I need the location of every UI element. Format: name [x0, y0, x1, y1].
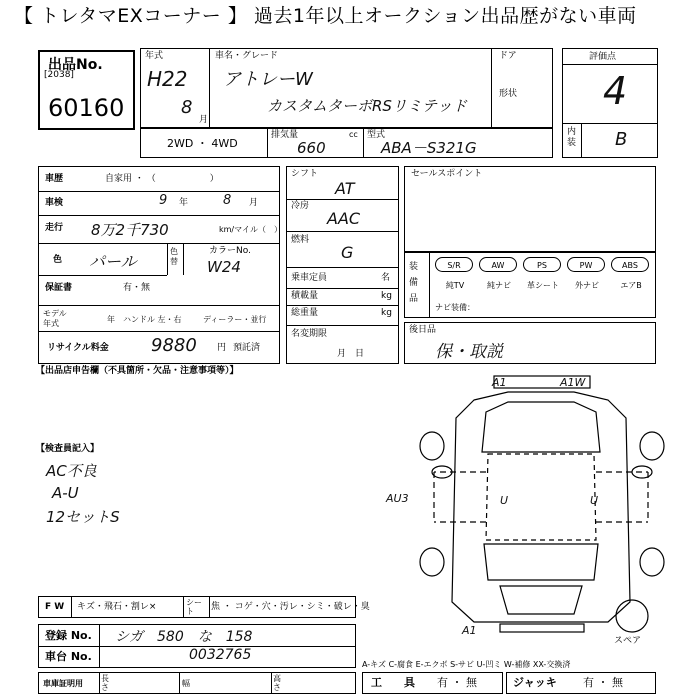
capacity-unit: 名 — [381, 273, 391, 283]
weight-label: 総重量 — [291, 308, 319, 318]
interior-value: B — [615, 129, 628, 150]
lot-number: 60160 — [48, 94, 125, 122]
damage-mark: A1W — [560, 376, 586, 389]
jack-value: 有 ・ 無 — [583, 676, 623, 689]
color-label: 色 — [53, 255, 63, 265]
inspector-note: AC不良 — [46, 462, 97, 480]
recycle-note: 預託済 — [233, 343, 261, 353]
sales-points-box — [404, 166, 656, 252]
damage-mark: A1 — [462, 624, 477, 637]
sales-points-label: セールスポイント — [411, 169, 483, 179]
inspection-year-unit: 年 — [179, 198, 189, 208]
reg-value: シガ 580 な 158 — [115, 629, 253, 645]
month-value: 8 — [181, 97, 193, 118]
specs-box — [286, 166, 399, 364]
inspection-label: 車検 — [45, 198, 64, 208]
equipment-item: S/R — [435, 257, 473, 272]
recycle-value: 9880 — [151, 335, 197, 356]
cert-label: 車庫証明用 — [43, 679, 83, 688]
equipment-item: PS — [523, 257, 561, 272]
score-label: 評価点 — [589, 52, 617, 62]
month-unit: 月 — [199, 115, 209, 125]
inspector-note: A-U — [52, 484, 79, 502]
equipment-label: 装備品 — [409, 262, 419, 304]
warranty-value: 有・無 — [123, 283, 151, 293]
mileage-label: 走行 — [45, 223, 64, 233]
inspection-month: 8 — [223, 193, 232, 208]
drive-label: 2WD ・ 4WD — [167, 137, 238, 150]
color-change-label: 色替 — [170, 247, 178, 266]
damage-mark: A1 — [492, 376, 507, 389]
weight-unit: kg — [381, 308, 392, 318]
chassis-label: 車台 No. — [45, 650, 92, 663]
load-label: 積載量 — [291, 291, 319, 301]
mileage-value: 8万2千730 — [91, 221, 169, 239]
spare-label-text: スペア — [614, 636, 642, 646]
name-change-label: 名変期限 — [291, 329, 328, 339]
width-label: 幅 — [182, 679, 190, 688]
reg-label: 登録 No. — [45, 629, 92, 642]
later-items-label: 後日品 — [409, 325, 437, 335]
ac-value: AAC — [327, 209, 361, 228]
displacement-label: 排気量 — [271, 130, 299, 140]
lot-box — [38, 50, 135, 130]
sheet-label: シート — [186, 598, 202, 616]
tools-label: 工 具 — [371, 676, 415, 689]
name-label: 車名・グレード — [215, 51, 279, 61]
equipment-box — [404, 252, 656, 318]
fw-row — [38, 596, 370, 618]
name-change-unit: 月 日 — [337, 349, 365, 359]
garage-cert-row — [38, 672, 356, 694]
inspection-month-unit: 月 — [249, 198, 259, 208]
legend: A-キズ C-腐食 E-エクボ S-サビ U-凹ミ W-補修 XX-交換済 — [362, 660, 571, 669]
mileage-unit: km/マイル（ ） — [219, 225, 282, 234]
displacement-unit: cc — [349, 130, 358, 139]
equipment-item: 外ナビ — [575, 281, 599, 290]
lot-code: [2038] — [44, 70, 74, 80]
history-box — [38, 166, 280, 364]
load-unit: kg — [381, 291, 392, 301]
door-label: ドア — [499, 51, 517, 61]
inspector-note: 12セットS — [46, 508, 120, 526]
model-year-label: モデル年式 — [43, 309, 67, 328]
year-value: H22 — [147, 67, 188, 91]
jack-label: ジャッキ — [513, 676, 557, 689]
color-value: パール — [89, 252, 137, 271]
shift-value: AT — [335, 179, 355, 198]
tools-value: 有 ・ 無 — [437, 676, 477, 689]
year-label: 年式 — [145, 51, 164, 61]
color-no-label: カラーNo. — [209, 246, 251, 256]
height-label: 高さ — [273, 674, 281, 692]
inspection-year: 9 — [159, 193, 168, 208]
warranty-label: 保証書 — [45, 283, 73, 293]
lot-label: 出品No. — [48, 57, 103, 73]
registration-box — [38, 624, 356, 668]
equipment-item: ABS — [611, 257, 649, 272]
fw-label: F W — [45, 602, 65, 612]
shift-label: シフト — [291, 169, 319, 179]
fuel-label: 燃料 — [291, 235, 310, 245]
length-label: 長さ — [101, 674, 109, 692]
color-no-value: W24 — [207, 258, 241, 276]
sheet-items: 焦 ・ コゲ・穴・汚レ・シミ・破レ・臭 — [211, 602, 370, 612]
equipment-item: 純ナビ — [487, 281, 511, 290]
equipment-item: 純TV — [445, 281, 465, 290]
recycle-label: リサイクル料金 — [47, 343, 109, 353]
interior-label: 内装 — [567, 127, 577, 148]
equipment-item: AW — [479, 257, 517, 272]
later-items-value: 保・取説 — [435, 342, 503, 362]
dealer-label: ディーラー・並行 — [203, 315, 267, 324]
equipment-item: 革シート — [527, 281, 559, 290]
navi-label: ナビ装備： — [435, 303, 475, 312]
capacity-label: 乗車定員 — [291, 273, 328, 283]
model-label: 型式 — [367, 130, 386, 140]
name-value: アトレーW — [223, 69, 313, 90]
history-value: 自家用 ・ （ ） — [105, 174, 219, 184]
damage-mark: U — [500, 494, 509, 507]
ac-label: 冷房 — [291, 201, 310, 211]
car-info-box — [140, 48, 553, 128]
equipment-item: エアB — [620, 281, 642, 290]
model-year-unit: 年 — [107, 315, 115, 324]
shape-label: 形状 — [499, 89, 518, 99]
score-box — [562, 48, 658, 158]
recycle-unit: 円 — [217, 343, 227, 353]
history-label: 車歴 — [45, 174, 64, 184]
handle-label: ハンドル 左・右 — [123, 315, 182, 324]
car-diagram — [386, 372, 680, 637]
tools-box — [362, 672, 503, 694]
page-header: 【 トレタマEXコーナー 】 過去1年以上オークション出品歴がない車両 — [14, 5, 637, 27]
model-value: ABA－S321G — [381, 139, 477, 157]
damage-mark: U — [590, 494, 599, 507]
fuel-value: G — [341, 243, 354, 262]
spec-row — [140, 128, 553, 158]
remarks-label: 【出品店申告欄（不具箇所・欠品・注意事項等）】 — [36, 366, 239, 376]
equipment-item: PW — [567, 257, 605, 272]
inspector-label: 【検査員記入】 — [36, 444, 100, 454]
fw-items: キズ・飛石・割レ× — [77, 602, 157, 612]
grade-value: カスタムターボRSリミテッド — [267, 97, 467, 115]
displacement-value: 660 — [297, 139, 326, 157]
score-value: 4 — [603, 69, 628, 113]
later-items-box — [404, 322, 656, 364]
jack-box — [506, 672, 656, 694]
chassis-value: 0032765 — [189, 647, 252, 663]
damage-mark: AU3 — [386, 492, 409, 505]
